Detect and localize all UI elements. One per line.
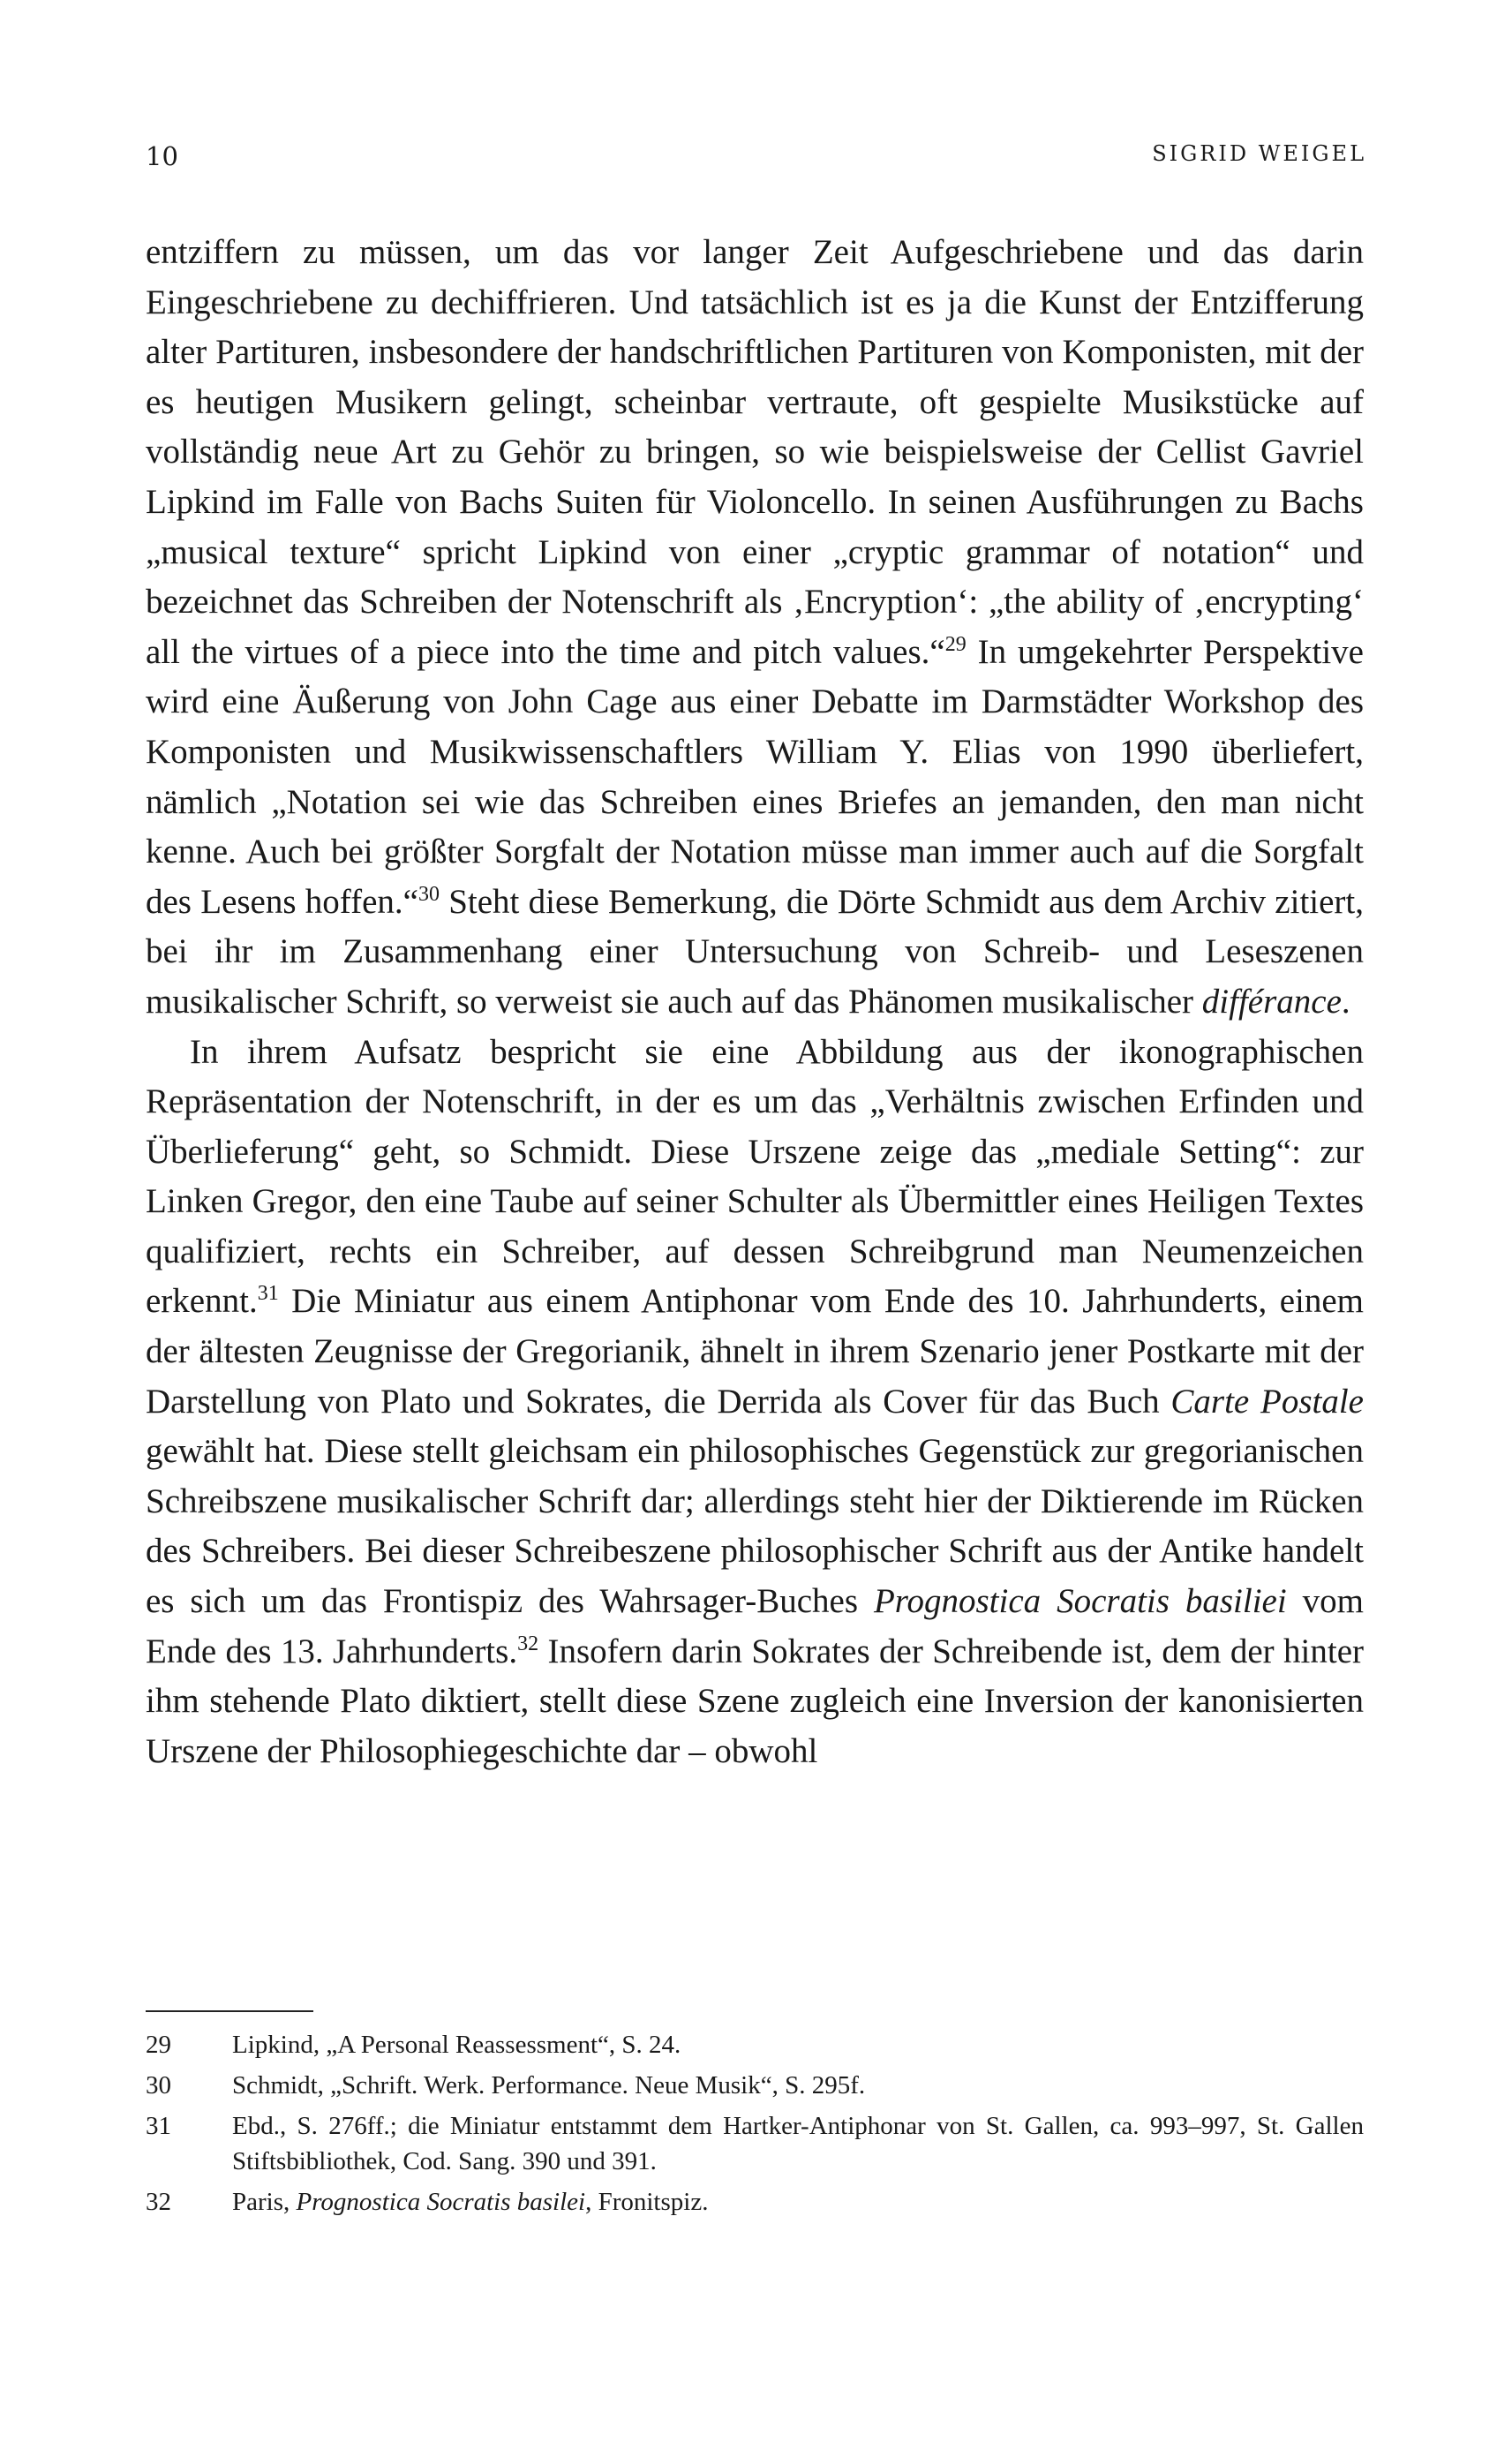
text-run: , Fronitspiz.	[585, 2188, 709, 2216]
main-text	[146, 228, 1364, 1776]
footnote-divider	[146, 2010, 313, 2012]
footnote	[146, 2027, 1364, 2062]
running-head-author: SIGRID WEIGEL	[1152, 141, 1366, 166]
text-run: Die Miniatur aus einem Antiphonar vom Ende des 10. Jahrhunderts, einem der ältesten Zeugnisse der Gregorianik, ähnelt in ihrem Szenario jener Postkarte mit der Darstellung von Plato und Sokrates, die Derrida als Cover für das Buch	[146, 1282, 1364, 1421]
text-run: Paris,	[232, 2188, 297, 2216]
footnotes	[146, 2027, 1364, 2225]
footnote	[146, 2108, 1364, 2179]
footnote-number: 30	[146, 2071, 171, 2099]
footnote-number: 29	[146, 2031, 171, 2059]
page-number: 10	[146, 141, 178, 171]
footnote-number: 31	[146, 2112, 171, 2140]
footnote-ref-31: 31	[257, 1282, 279, 1306]
text-run: In ihrem Aufsatz bespricht sie eine Abbildung aus der ikonographischen Repräsentation der Notenschrift, in der es um das „Verhältnis zwischen Erfinden und Überlieferung“ geht, so Schmidt. Diese Urszene zeige das „mediale Setting“: zur Linken Gregor, den eine Taube auf seiner Schulter als Übermittler eines Heiligen Textes qualifiziert, rechts ein Schreiber, auf dessen Schreibgrund man Neumenzeichen erkennt.	[146, 1032, 1364, 1321]
paragraph-2	[146, 1028, 1364, 1777]
paragraph-1	[146, 228, 1364, 1028]
text-run: In umgekehrter Perspektive wird eine Äußerung von John Cage aus einer Debatte im Darmstädter Workshop des Komponisten und Musikwissenschaftlers William Y. Elias von 1990 überliefert, nämlich „Notation sei wie das Schreiben eines Briefes an jemanden, den man nicht kenne. Auch bei größter Sorgfalt der Notation müsse man immer auch auf die Sorgfalt des Lesens hoffen.“	[146, 632, 1364, 921]
italic-term: différance	[1201, 982, 1342, 1021]
footnote-ref-32: 32	[517, 1632, 539, 1655]
footnote	[146, 2184, 1364, 2220]
italic-title: Prognostica Socratis basilei	[296, 2188, 586, 2216]
text-run: .	[1341, 982, 1350, 1021]
footnote-ref-29: 29	[944, 632, 967, 656]
text-run: Insofern darin Sokrates der Schreibende ist, dem der hinter ihm stehende Plato diktiert, stellt diese Szene zugleich eine Inversion der kanonisierten Urszene der Philosophiegeschichte dar – obwohl	[146, 1632, 1365, 1770]
footnote-text: Ebd., S. 276ff.; die Miniatur entstammt dem Hartker-Antiphonar von St. Gallen, ca. 993–997, St. Gallen Stiftsbibliothek, Cod. Sang. 390 und 391.	[232, 2112, 1364, 2175]
footnote-text: Schmidt, „Schrift. Werk. Performance. Neue Musik“, S. 295f.	[232, 2071, 866, 2099]
text-run: Steht diese Bemerkung, die Dörte Schmidt aus dem Archiv zitiert, bei ihr im Zusammenhang einer Untersuchung von Schreib- und Leseszenen musikalischer Schrift, so verweist sie auch auf das Phänomen musikalischer	[146, 882, 1364, 1021]
running-head	[146, 141, 1366, 180]
italic-title: Prognostica Socratis basiliei	[873, 1582, 1287, 1621]
text-run: entziffern zu müssen, um das vor langer Zeit Aufgeschriebene und das darin Eingeschriebene zu dechiffrieren. Und tatsächlich ist es ja die Kunst der Entzifferung alter Partituren, insbesondere der handschriftlichen Partituren von Komponisten, mit der es heutigen Musikern gelingt, scheinbar vertraute, oft gespielte Musikstücke auf vollständig neue Art zu Gehör zu bringen, so wie beispielsweise der Cellist Gavriel Lipkind im Falle von Bachs Suiten für Violoncello. In seinen Ausführungen zu Bachs „musical texture“ spricht Lipkind von einer „cryptic grammar of notation“ und bezeichnet das Schreiben der Notenschrift als ‚Encryption‘: „the ability of ‚encrypting‘ all the virtues of a piece into the time and pitch values.“	[146, 233, 1364, 671]
footnote-text	[232, 2184, 1364, 2220]
footnote	[146, 2068, 1364, 2103]
italic-title: Carte Postale	[1170, 1382, 1364, 1421]
text-run: gewählt hat. Diese stellt gleichsam ein philosophisches Gegenstück zur gregorianischen Schreibszene musikalischer Schrift dar; allerdings steht hier der Diktierende im Rücken des Schreibers. Bei dieser Schreibeszene philosophischer Schrift aus der Antike handelt es sich um das Frontispiz des Wahrsager-Buches	[146, 1432, 1364, 1621]
footnote-text: Lipkind, „A Personal Reassessment“, S. 24.	[232, 2031, 681, 2059]
footnote-ref-30: 30	[417, 882, 440, 906]
text-run: vom Ende des 13. Jahrhunderts.	[146, 1582, 1364, 1670]
footnote-number: 32	[146, 2188, 171, 2216]
